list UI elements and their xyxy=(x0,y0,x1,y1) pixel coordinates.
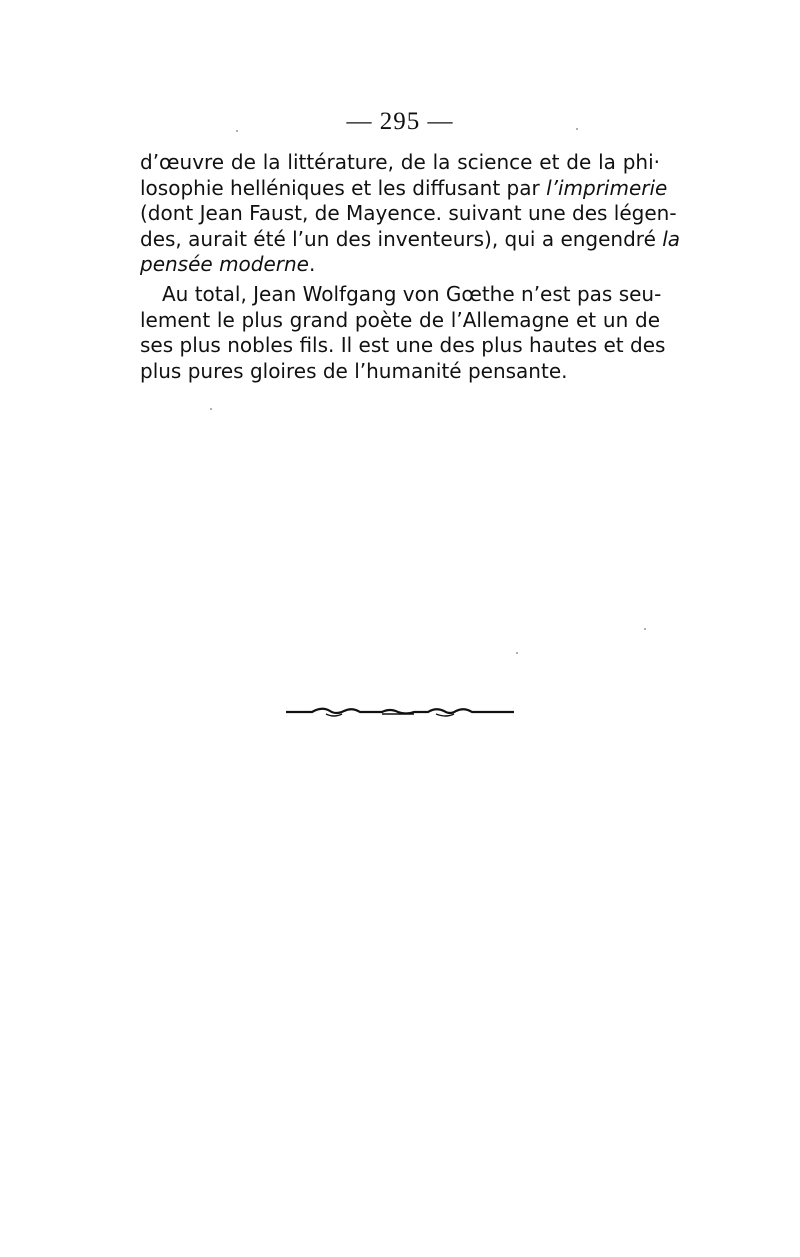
text-run: ses plus nobles fils. Il est une des plus hautes et des xyxy=(140,333,666,358)
text-line xyxy=(140,282,660,308)
text-run: losophie helléniques et les diffusant par xyxy=(140,175,547,200)
text-run: plus pures gloires de l’humanité pensante. xyxy=(140,358,568,383)
text-line xyxy=(140,201,677,227)
text-line xyxy=(140,175,668,202)
italic-run: l’imprimerie xyxy=(546,175,668,200)
text-line xyxy=(140,359,660,385)
paper-speck xyxy=(210,408,212,410)
text-line xyxy=(140,333,666,359)
text-run: lement le plus grand poète de l’Allemagne et un de xyxy=(140,307,660,332)
text-line xyxy=(140,252,660,278)
paragraph-2 xyxy=(140,281,666,384)
text-run: d’œuvre de la littérature, de la science et de la phi· xyxy=(140,150,660,174)
paper-speck xyxy=(644,628,646,630)
text-run: . xyxy=(308,252,316,277)
text-run: des, aurait été l’un des inventeurs), qui a engendré xyxy=(140,226,663,251)
decorative-ornament xyxy=(286,700,514,724)
paragraph-1 xyxy=(140,150,681,278)
paper-speck xyxy=(236,130,238,132)
paper-speck xyxy=(576,128,578,130)
italic-run: la xyxy=(662,226,681,251)
body-text xyxy=(140,150,681,384)
text-line xyxy=(140,150,660,176)
text-line xyxy=(140,226,681,253)
text-run: Au total, Jean Wolfgang von Gœthe n’est pas seu- xyxy=(162,281,662,306)
text-line xyxy=(140,308,660,334)
paper-speck xyxy=(516,652,518,654)
page-number: — 295 — xyxy=(346,108,454,135)
text-run: (dont Jean Faust, de Mayence. suivant une des légen- xyxy=(140,201,677,226)
italic-run: pensée moderne xyxy=(140,252,309,277)
